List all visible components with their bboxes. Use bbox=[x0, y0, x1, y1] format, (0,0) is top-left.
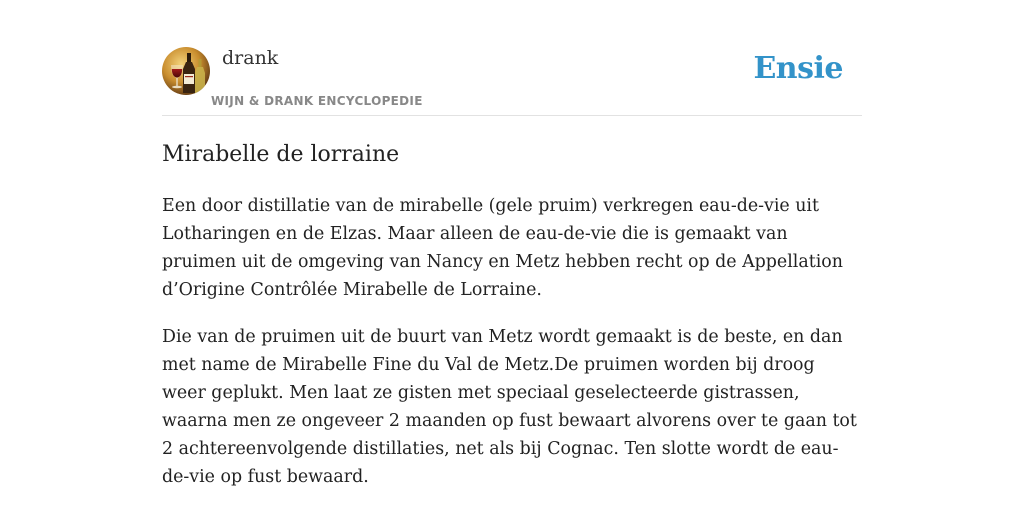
article-paragraph: Een door distillatie van de mirabelle (gele pruim) verkregen eau-de-vie uit Lotharingen en de Elzas. Maar alleen de eau-de-vie die is gemaakt van pruimen uit de omgeving van Nancy en Metz hebben recht op de Appellation d’Origine Contrôlée Mirabelle de Lorraine. bbox=[162, 196, 843, 300]
article-body bbox=[162, 192, 862, 510]
header-divider bbox=[162, 115, 862, 116]
article-title: Mirabelle de lorraine bbox=[162, 142, 400, 167]
category-link[interactable]: drank bbox=[222, 47, 279, 69]
category-avatar[interactable] bbox=[162, 47, 210, 95]
brand-logo[interactable]: Ensie bbox=[753, 51, 843, 86]
site-subtitle: WIJN & DRANK ENCYCLOPEDIE bbox=[211, 94, 423, 108]
wine-bottle-glass-icon bbox=[162, 47, 210, 95]
article-paragraph: Die van de pruimen uit de buurt van Metz wordt gemaakt is de beste, en dan met name de Mirabelle Fine du Val de Metz.De pruimen worden bij droog weer geplukt. Men laat ze gisten met speciaal geselecteerde gistrassen, waarna men ze ongeveer 2 maanden op fust bewaart alvorens over te gaan tot 2 achtereenvolgende distillaties, net als bij Cognac. Ten slotte wordt de eau-de-vie op fust bewaard. bbox=[162, 327, 857, 487]
